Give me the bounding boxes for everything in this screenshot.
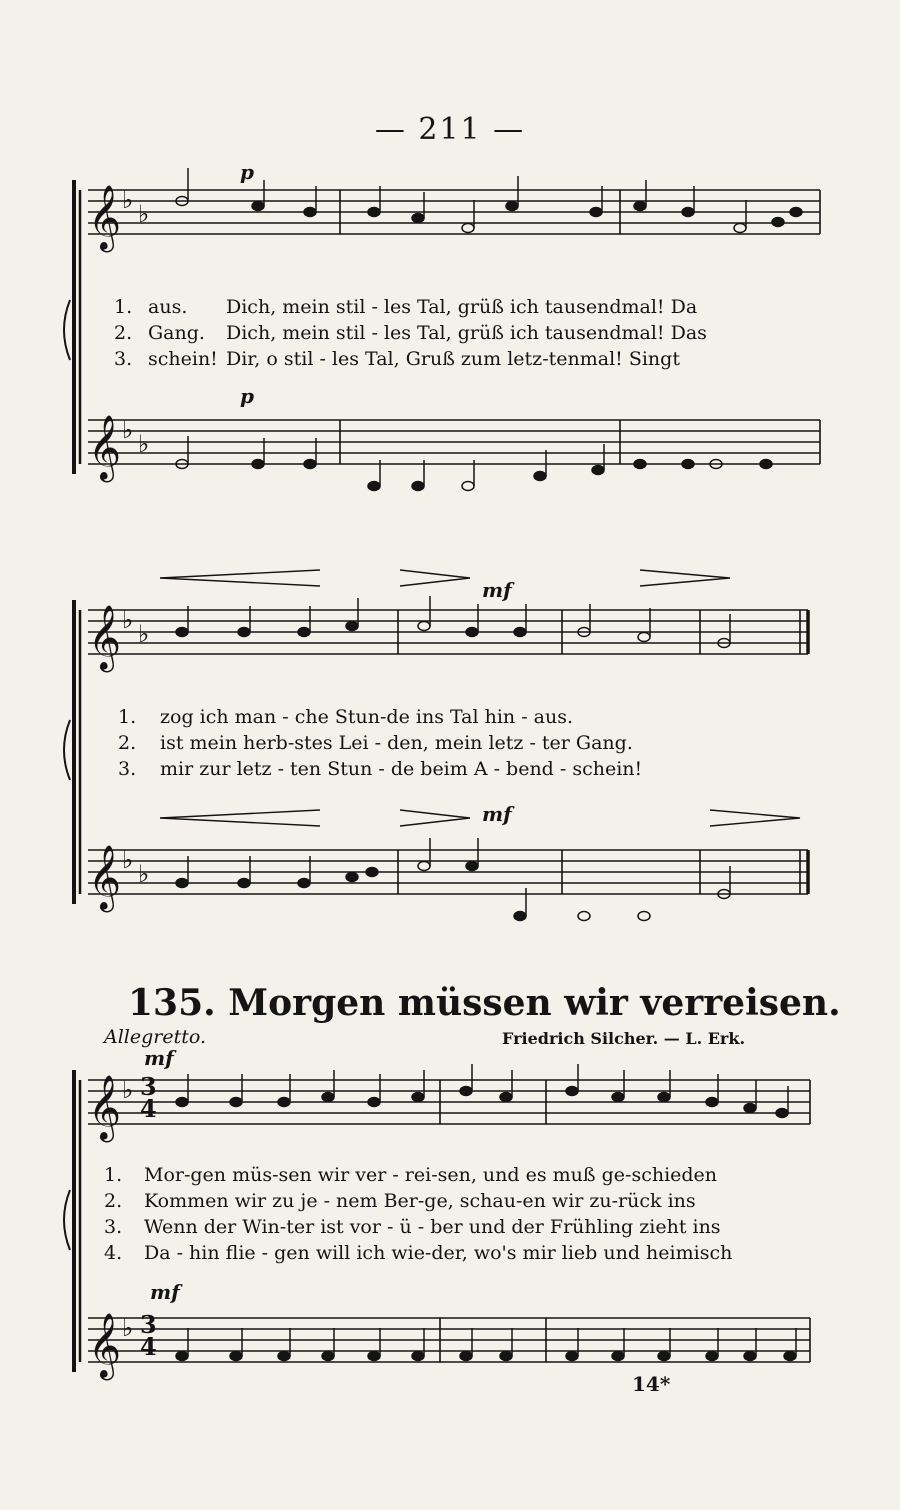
- staff-system2-upper: [88, 610, 808, 654]
- verse-line: 1. zog ich man - che Stun-de ins Tal hin - aus.: [118, 706, 574, 728]
- svg-text:♭: ♭: [122, 606, 134, 634]
- time-signature-top: 3: [140, 1072, 157, 1101]
- treble-clef-icon: 𝄞: [88, 415, 122, 480]
- verse-line: 1. Mor-gen müs-sen wir ver - rei-sen, und es muß ge-schieden: [104, 1164, 718, 1186]
- verse-line: 3. mir zur letz - ten Stun - de beim A - bend - schein!: [118, 758, 643, 780]
- staff-song135-lower: [88, 1318, 810, 1362]
- staff-system1-lower: [88, 420, 820, 464]
- svg-text:♭: ♭: [122, 1314, 134, 1342]
- time-signature-bottom: 4: [140, 1094, 157, 1123]
- song-title-text: Morgen müssen wir verreisen.: [228, 982, 841, 1024]
- dynamic-marking: p: [240, 160, 254, 184]
- song-number: 135.: [128, 982, 216, 1024]
- treble-clef-icon: 𝄞: [88, 1075, 122, 1140]
- dynamic-marking: mf: [150, 1280, 180, 1304]
- svg-text:♭: ♭: [122, 1076, 134, 1104]
- page-number: — 211 —: [374, 112, 526, 147]
- song-title: [128, 982, 841, 1024]
- signature-mark: 14*: [632, 1372, 671, 1396]
- dynamic-marking: mf: [482, 578, 512, 602]
- verse-line: 4. Da - hin flie - gen will ich wie-der, wo's mir lieb und heimisch: [104, 1242, 733, 1264]
- verse-line: 2. ist mein herb-stes Lei - den, mein letz - ter Gang.: [118, 732, 633, 754]
- svg-text:♭: ♭: [122, 416, 134, 444]
- staff-system1-upper: [88, 190, 820, 234]
- svg-text:♭: ♭: [138, 620, 150, 648]
- composer-credit: Friedrich Silcher. — L. Erk.: [502, 1029, 746, 1048]
- dynamic-marking: mf: [144, 1046, 174, 1070]
- treble-clef-icon: 𝄞: [88, 845, 122, 910]
- treble-clef-icon: 𝄞: [88, 605, 122, 670]
- tempo-marking: Allegretto.: [104, 1026, 207, 1048]
- svg-text:♭: ♭: [138, 860, 150, 888]
- time-signature-bottom: 4: [140, 1332, 157, 1361]
- dynamic-marking: mf: [482, 802, 512, 826]
- staff-song135-upper: [88, 1080, 810, 1124]
- verse-line: 1. aus. Dich, mein stil - les Tal, grüß ich tausendmal! Da: [114, 296, 698, 318]
- svg-text:♭: ♭: [122, 186, 134, 214]
- verse-line: 3. Wenn der Win-ter ist vor - ü - ber und der Frühling zieht ins: [104, 1216, 721, 1238]
- treble-clef-icon: 𝄞: [88, 1313, 122, 1378]
- svg-text:♭: ♭: [138, 200, 150, 228]
- verse-line: 3. schein! Dir, o stil - les Tal, Gruß zum letz-tenmal! Singt: [114, 348, 680, 370]
- verse-line: 2. Gang. Dich, mein stil - les Tal, grüß ich tausendmal! Das: [114, 322, 707, 344]
- staff-system2-lower: [88, 850, 808, 894]
- svg-text:♭: ♭: [122, 846, 134, 874]
- time-signature-top: 3: [140, 1310, 157, 1339]
- dynamic-marking: p: [240, 384, 254, 408]
- svg-text:♭: ♭: [138, 430, 150, 458]
- treble-clef-icon: 𝄞: [88, 185, 122, 250]
- verse-line: 2. Kommen wir zu je - nem Ber-ge, schau-en wir zu-rück ins: [104, 1190, 696, 1212]
